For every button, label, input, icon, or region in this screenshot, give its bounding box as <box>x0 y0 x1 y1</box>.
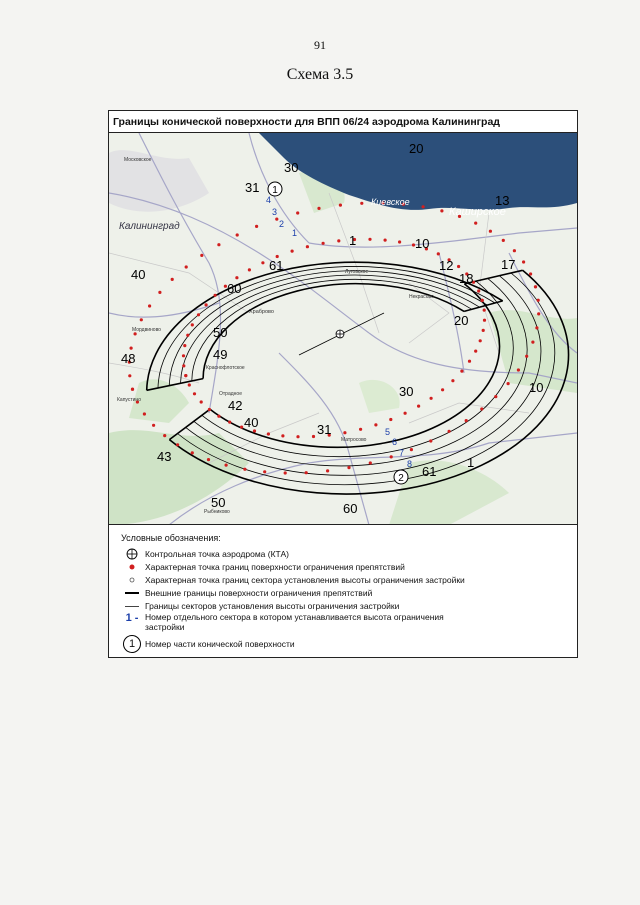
characteristic-point <box>281 434 284 437</box>
characteristic-point <box>163 434 166 437</box>
point-label: 12 <box>439 258 454 273</box>
characteristic-point <box>417 405 420 408</box>
point-label: 43 <box>157 449 172 464</box>
scheme-title: Схема 3.5 <box>286 66 354 83</box>
point-label: 13 <box>495 193 510 208</box>
place-khrabrovo: Храброво <box>249 309 274 315</box>
characteristic-point <box>200 400 203 403</box>
characteristic-point <box>267 432 270 435</box>
characteristic-point <box>191 451 194 454</box>
place-mordvinovo: Мордвиново <box>132 327 161 333</box>
legend-item-sector-point: Характерная точка границ сектора установления высоты ограничения застройки <box>119 573 465 587</box>
characteristic-point <box>479 339 482 342</box>
point-label: 42 <box>228 398 243 413</box>
characteristic-point <box>207 458 210 461</box>
characteristic-point <box>312 435 315 438</box>
place-krasnoflotskoe: Краснофлотское <box>206 365 245 371</box>
characteristic-point <box>390 455 393 458</box>
part-number-symbol: 1 <box>123 635 141 653</box>
sector-number: 5 <box>385 427 391 437</box>
characteristic-point <box>429 439 432 442</box>
characteristic-point <box>374 423 377 426</box>
characteristic-point <box>228 421 231 424</box>
characteristic-point <box>359 428 362 431</box>
place-otradnoe: Отрадное <box>219 391 242 397</box>
characteristic-point <box>480 407 483 410</box>
point-label: 31 <box>317 422 332 437</box>
place-rybnikovo: Рыбниково <box>204 509 230 515</box>
place-kievskoe: Киевское <box>371 197 410 207</box>
characteristic-point <box>483 319 486 322</box>
characteristic-point <box>451 379 454 382</box>
point-label: 50 <box>213 325 228 340</box>
characteristic-point <box>410 448 413 451</box>
characteristic-point <box>235 276 238 279</box>
characteristic-point <box>148 304 151 307</box>
characteristic-point <box>535 326 538 329</box>
point-label: 60 <box>227 281 242 296</box>
place-kapustino: Капустино <box>117 397 141 403</box>
characteristic-point <box>448 430 451 433</box>
characteristic-point <box>131 388 134 391</box>
svg-text:2: 2 <box>398 473 404 484</box>
map-canvas <box>109 133 577 525</box>
characteristic-point <box>522 260 525 263</box>
point-label: 49 <box>213 347 228 362</box>
characteristic-point <box>360 202 363 205</box>
characteristic-point <box>474 350 477 353</box>
point-label: 10 <box>529 380 544 395</box>
sector-number: 4 <box>266 195 272 205</box>
characteristic-point <box>243 468 246 471</box>
characteristic-point <box>457 265 460 268</box>
legend-item-surface-point: Характерная точка границ поверхности ограничения препятствий <box>119 560 405 574</box>
characteristic-point <box>326 469 329 472</box>
crosshair-circle-icon <box>119 548 145 560</box>
characteristic-point <box>248 268 251 271</box>
characteristic-point <box>152 424 155 427</box>
aerodrome-reference-point-icon <box>336 330 344 338</box>
characteristic-point <box>483 309 486 312</box>
point-label: 18 <box>459 271 474 286</box>
characteristic-point <box>143 412 146 415</box>
characteristic-point <box>517 368 520 371</box>
page-number: 91 <box>314 38 326 52</box>
thin-line-icon <box>119 606 145 607</box>
characteristic-point <box>214 294 217 297</box>
point-label: 20 <box>409 141 424 156</box>
characteristic-point <box>474 222 477 225</box>
sector-number: 7 <box>399 448 405 458</box>
thick-line-icon <box>119 592 145 594</box>
sector-number-symbol: 1 - <box>125 612 139 624</box>
characteristic-point <box>481 299 484 302</box>
characteristic-point <box>337 239 340 242</box>
place-nekrasovo: Некрасово <box>409 294 434 300</box>
small-dot-icon <box>119 576 145 584</box>
characteristic-point <box>534 285 537 288</box>
characteristic-point <box>398 240 401 243</box>
sector-number: 8 <box>407 459 413 469</box>
characteristic-point <box>507 382 510 385</box>
characteristic-point <box>236 233 239 236</box>
characteristic-point <box>369 461 372 464</box>
characteristic-point <box>494 395 497 398</box>
point-label: 40 <box>131 267 146 282</box>
legend-title: Условные обозначения: <box>121 533 221 543</box>
characteristic-point <box>188 383 191 386</box>
place-kashirskoe: Каширское <box>449 206 506 218</box>
characteristic-point <box>130 347 133 350</box>
characteristic-point <box>200 254 203 257</box>
characteristic-point <box>182 364 185 367</box>
characteristic-point <box>477 289 480 292</box>
point-label: 31 <box>245 180 260 195</box>
characteristic-point <box>176 443 179 446</box>
characteristic-point <box>422 205 425 208</box>
characteristic-point <box>389 418 392 421</box>
characteristic-point <box>306 245 309 248</box>
characteristic-point <box>291 250 294 253</box>
point-label: 40 <box>244 415 259 430</box>
characteristic-point <box>460 370 463 373</box>
characteristic-point <box>441 388 444 391</box>
characteristic-point <box>502 239 505 242</box>
characteristic-point <box>205 303 208 306</box>
characteristic-point <box>284 471 287 474</box>
characteristic-point <box>261 261 264 264</box>
characteristic-point <box>183 344 186 347</box>
red-dot-icon <box>119 563 145 571</box>
characteristic-point <box>465 419 468 422</box>
characteristic-point <box>296 211 299 214</box>
characteristic-point <box>489 230 492 233</box>
characteristic-point <box>171 278 174 281</box>
characteristic-point <box>317 207 320 210</box>
characteristic-point <box>343 431 346 434</box>
characteristic-point <box>347 466 350 469</box>
point-label: 60 <box>343 501 358 516</box>
place-lugovskoe: Луговское <box>345 269 369 275</box>
point-label: 61 <box>269 258 284 273</box>
characteristic-point <box>140 318 143 321</box>
legend-item-sector-boundary: Границы секторов установления высоты ограничения застройки <box>119 599 399 613</box>
characteristic-point <box>158 291 161 294</box>
characteristic-point <box>384 239 387 242</box>
characteristic-point <box>296 435 299 438</box>
map-frame <box>108 110 578 658</box>
sector-number: 1 <box>292 228 298 238</box>
characteristic-point <box>404 412 407 415</box>
characteristic-point <box>255 225 258 228</box>
legend-item-part-number: 1 Номер части конической поверхности <box>119 637 295 651</box>
point-label: 17 <box>501 257 516 272</box>
point-label: 30 <box>284 160 299 175</box>
characteristic-point <box>368 238 371 241</box>
place-kaliningrad: Калининград <box>119 221 180 232</box>
characteristic-point <box>186 334 189 337</box>
characteristic-point <box>531 341 534 344</box>
characteristic-point <box>537 299 540 302</box>
sector-number: 2 <box>279 219 285 229</box>
characteristic-point <box>305 471 308 474</box>
characteristic-point <box>193 392 196 395</box>
point-label: 48 <box>121 351 136 366</box>
map-area <box>109 133 577 525</box>
legend-item-sector-number: 1 - Номер отдельного сектора в котором устанавливается высота ограничения застройки <box>119 612 459 636</box>
characteristic-point <box>240 426 243 429</box>
characteristic-point <box>197 313 200 316</box>
characteristic-point <box>182 354 185 357</box>
characteristic-point <box>440 209 443 212</box>
characteristic-point <box>482 329 485 332</box>
characteristic-point <box>513 249 516 252</box>
characteristic-point <box>217 415 220 418</box>
characteristic-point <box>225 464 228 467</box>
point-label: 1 <box>467 455 475 470</box>
characteristic-point <box>537 312 540 315</box>
place-matrosovo: Матросово <box>341 437 367 443</box>
point-label: 20 <box>454 313 469 328</box>
characteristic-point <box>191 323 194 326</box>
point-label: 30 <box>399 384 414 399</box>
characteristic-point <box>339 204 342 207</box>
point-label: 10 <box>415 236 430 251</box>
characteristic-point <box>208 408 211 411</box>
characteristic-point <box>128 374 131 377</box>
legend-item-outer-boundary: Внешние границы поверхности ограничения препятствий <box>119 586 372 600</box>
part-number-1 <box>268 182 282 196</box>
point-label: 50 <box>211 495 226 510</box>
characteristic-point <box>322 242 325 245</box>
place-moskovskoe: Московское <box>124 157 152 163</box>
characteristic-point <box>529 272 532 275</box>
legend-item-aerodrome-point: Контрольная точка аэродрома (КТА) <box>119 547 289 561</box>
point-label: 61 <box>422 464 437 479</box>
characteristic-point <box>468 360 471 363</box>
characteristic-point <box>263 470 266 473</box>
point-label: 1 <box>349 233 357 248</box>
characteristic-point <box>275 218 278 221</box>
characteristic-point <box>525 355 528 358</box>
characteristic-point <box>184 374 187 377</box>
sector-number: 3 <box>272 207 278 217</box>
sector-number: 6 <box>392 437 398 447</box>
characteristic-point <box>430 397 433 400</box>
map-title: Границы конической поверхности для ВПП 06/24 аэродрома Калининград <box>109 111 577 133</box>
legend <box>109 525 577 657</box>
characteristic-point <box>217 243 220 246</box>
svg-text:1: 1 <box>272 185 278 196</box>
characteristic-point <box>185 265 188 268</box>
characteristic-point <box>437 252 440 255</box>
part-number-2 <box>394 470 408 484</box>
